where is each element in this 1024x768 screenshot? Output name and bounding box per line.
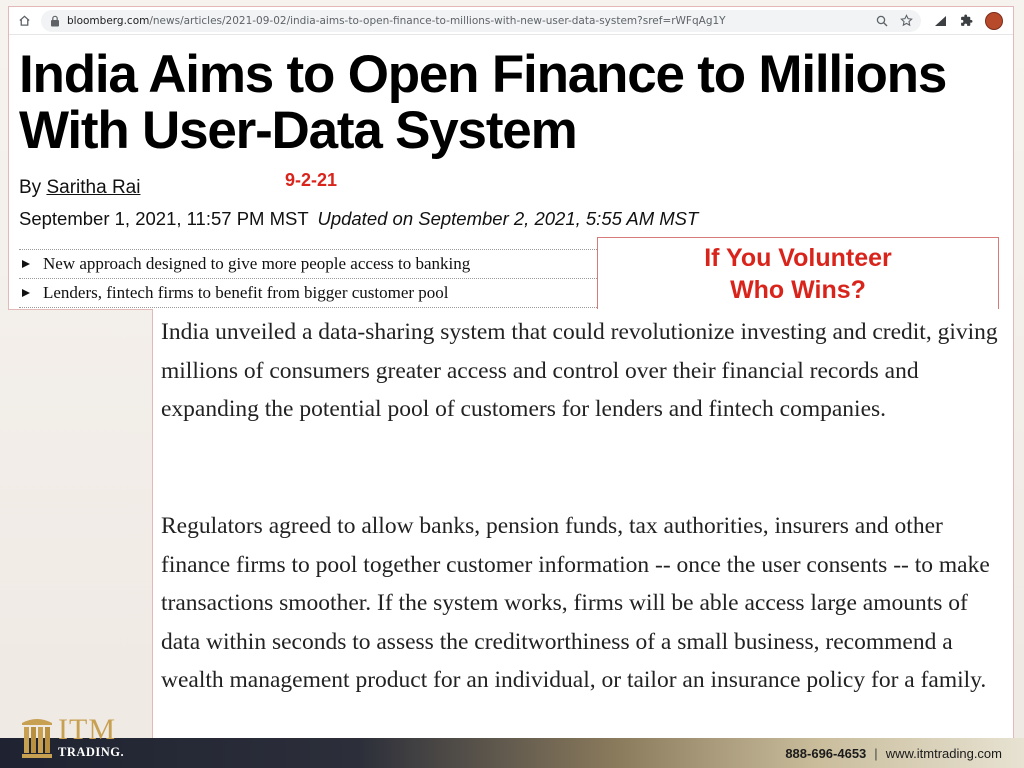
website-link[interactable]: www.itmtrading.com [885,745,1002,761]
article-header-panel [8,6,1014,310]
callout-line-1: If You Volunteer [704,244,892,272]
footer-bar [0,738,1024,768]
article-paragraph: Regulators agreed to allow banks, pension funds, tax authorities, insurers and other finance firms to pool together customer information -- once the user consents -- to make transactions smoother. If the system works, firms will be able access large amounts of data within seconds to assess the creditworthiness of a small business, recommend a wealth management product for an individual, or tailor an insurance policy for a family. [161,513,990,693]
list-item [19,278,599,308]
puzzle-icon[interactable] [959,14,973,28]
article-body-panel [152,309,1014,739]
author-link[interactable]: Saritha Rai [46,177,141,198]
article-headline: India Aims to Open Finance to Millions With User-Data System [19,45,947,160]
lock-icon[interactable] [49,14,61,28]
zoom-icon[interactable] [875,14,889,28]
footer-contact [785,738,1002,768]
star-icon[interactable] [899,14,913,28]
summary-bullets [19,249,599,308]
logo-trading-text: TRADING. [58,745,125,760]
triangle-bullet-icon [21,288,31,298]
itm-trading-logo [20,712,124,762]
date-annotation: 9-2-21 [285,170,338,190]
triangle-bullet-icon [21,259,31,269]
signal-icon[interactable] [933,14,947,28]
home-icon[interactable] [15,12,33,30]
column-logo-icon [20,715,54,759]
callout-line-2: Who Wins? [730,276,866,304]
updated-date: Updated on September 2, 2021, 5:55 AM MST [317,208,699,229]
dateline [19,208,698,230]
list-item [19,249,599,278]
avatar[interactable] [985,12,1003,30]
byline-prefix: By [19,177,42,198]
article-paragraph: India unveiled a data-sharing system that could revolutionize investing and credit, giving millions of consumers greater access and control over their financial records and expanding the potential pool of customers for lenders and fintech companies. [161,319,998,422]
address-bar[interactable] [41,10,921,32]
phone-number[interactable]: 888-696-4653 [785,745,867,761]
callout-box [597,237,999,310]
published-date: September 1, 2021, 11:57 PM MST [19,208,309,229]
footer-separator: | [874,745,878,761]
byline [19,177,140,199]
bullet-text: Lenders, fintech firms to benefit from bigger customer pool [43,283,449,302]
url-text: bloomberg.com/news/articles/2021-09-02/india-aims-to-open-finance-to-millions-with-new-user-data-system?sref=rWFqAg1Y [67,14,726,27]
browser-toolbar [9,7,1013,35]
bullet-text: New approach designed to give more people access to banking [43,254,471,273]
logo-itm-text: ITM [58,713,116,747]
